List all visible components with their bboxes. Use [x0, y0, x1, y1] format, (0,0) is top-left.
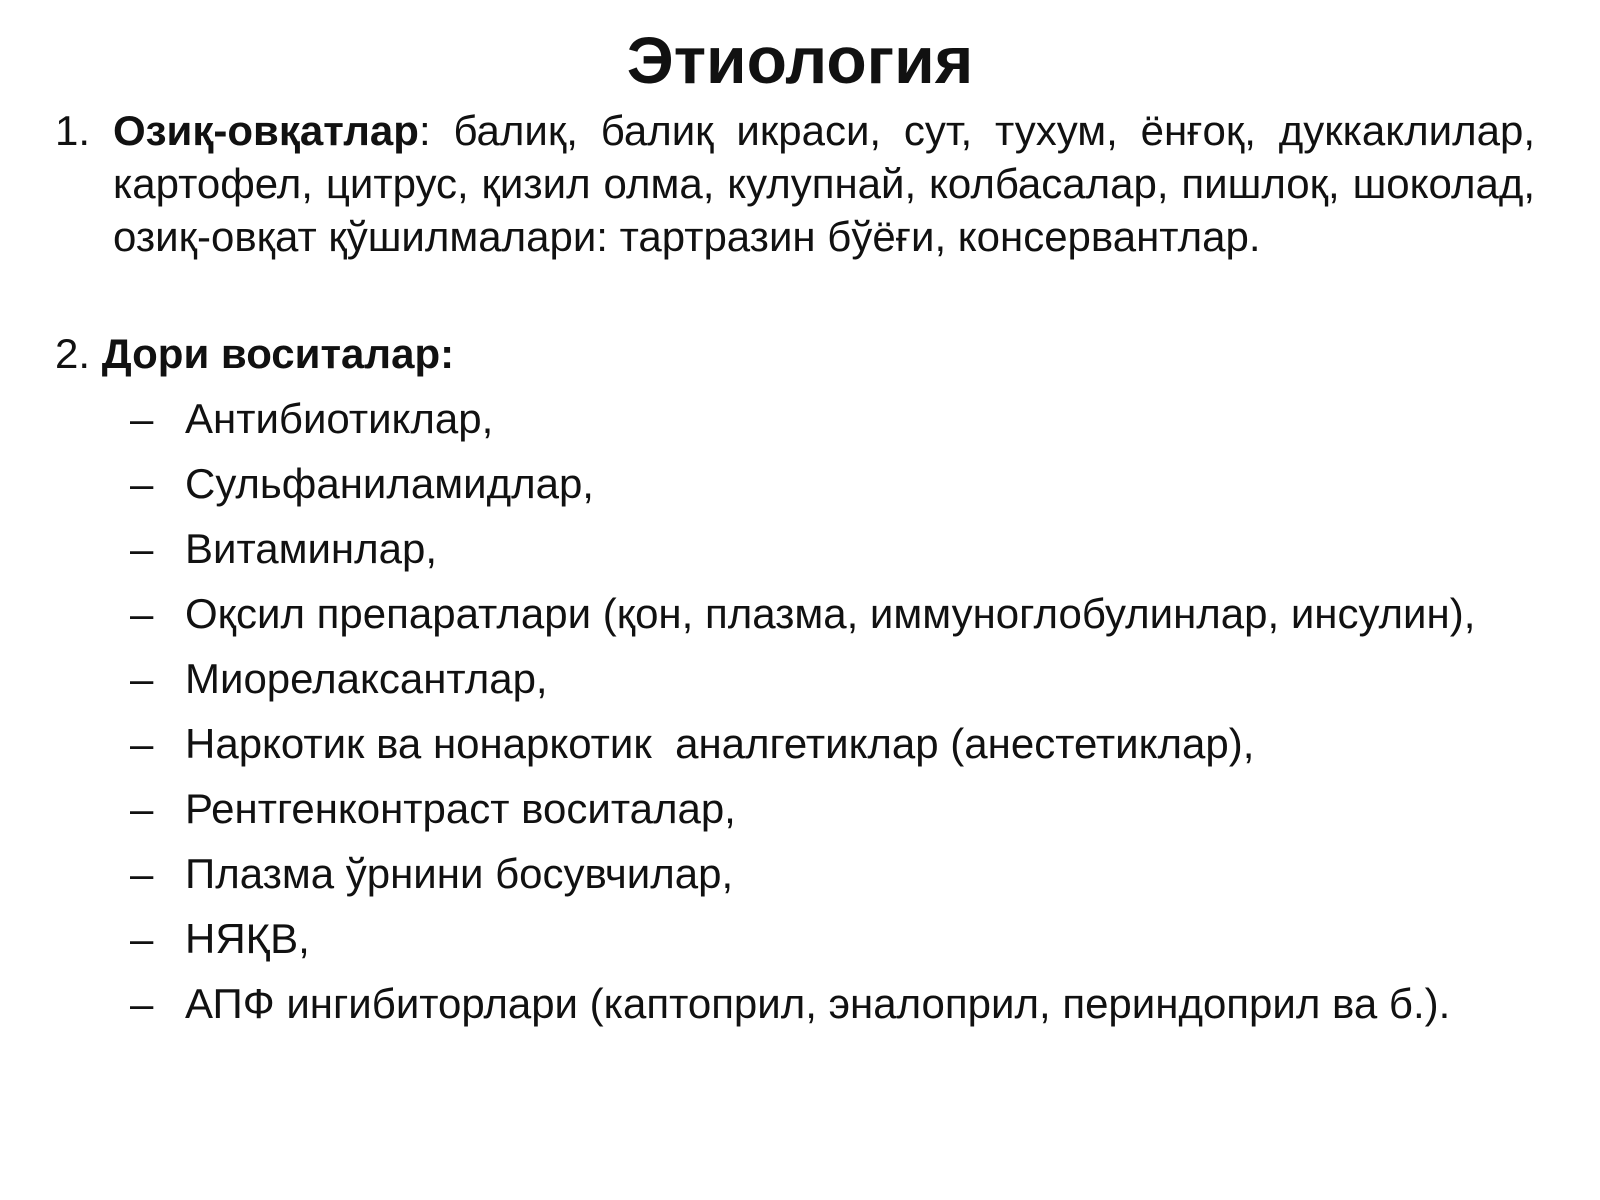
- sublist-item-text: Оқсил препаратлари (қон, плазма, иммуноглобулинлар, инсулин),: [185, 590, 1476, 637]
- sublist-item: [130, 847, 1536, 900]
- item-text: балиқ, балиқ икраси, сут, тухум, ёнғоқ, дуккаклилар, картофел, цитрус, қизил олма, кулупнай, колбасалар, пишлоқ, шоколад, озиқ-овқат қўшилмалари: тартразин бўёғи, консервантлар.: [113, 107, 1535, 260]
- sublist-item: [130, 912, 1536, 965]
- sublist-item: [130, 522, 1536, 575]
- sublist-item-text: Наркотик ва нонаркотик аналгетиклар (анестетиклар),: [185, 720, 1255, 767]
- item-number: 2.: [55, 330, 91, 377]
- item-number: 1.: [55, 107, 91, 154]
- dash-bullet: –: [130, 525, 154, 572]
- dash-bullet: –: [130, 980, 154, 1027]
- dash-bullet: –: [130, 395, 154, 442]
- sublist-item: [130, 652, 1536, 705]
- list-item-food: [55, 104, 1535, 263]
- dash-bullet: –: [130, 915, 154, 962]
- sublist-item-text: Миорелаксантлар,: [185, 655, 548, 702]
- item-body: [113, 104, 1535, 263]
- sublist-item-text: Витаминлар,: [185, 525, 438, 572]
- dash-bullet: –: [130, 460, 154, 507]
- item-heading: Дори воситалар:: [101, 330, 455, 377]
- sublist-item: [130, 717, 1536, 770]
- sublist-item: [130, 587, 1536, 640]
- dash-bullet: –: [130, 850, 154, 897]
- item-heading: Озиқ-овқатлар: [113, 107, 419, 154]
- dash-bullet: –: [130, 590, 154, 637]
- dash-bullet: –: [130, 720, 154, 767]
- sublist-item-text: Сульфаниламидлар,: [185, 460, 594, 507]
- sublist-item-text: Антибиотиклар,: [185, 395, 494, 442]
- sublist-item-text: НЯҚВ,: [185, 915, 310, 962]
- sublist-item: [130, 457, 1536, 510]
- sublist-item: [130, 392, 1536, 445]
- list-item-drugs: [55, 327, 1535, 380]
- slide-title: Этиология: [626, 23, 974, 97]
- sublist-item-text: АПФ ингибиторлари (каптоприл, эналоприл, периндоприл ва б.).: [185, 980, 1451, 1027]
- sublist-item: [130, 782, 1536, 835]
- dash-bullet: –: [130, 785, 154, 832]
- sublist-item-text: Плазма ўрнини босувчилар,: [185, 850, 734, 897]
- dash-bullet: –: [130, 655, 154, 702]
- sublist-item: [130, 977, 1536, 1030]
- drug-sublist: [130, 392, 1536, 1042]
- item-separator: :: [418, 107, 431, 154]
- sublist-item-text: Рентгенконтраст воситалар,: [185, 785, 736, 832]
